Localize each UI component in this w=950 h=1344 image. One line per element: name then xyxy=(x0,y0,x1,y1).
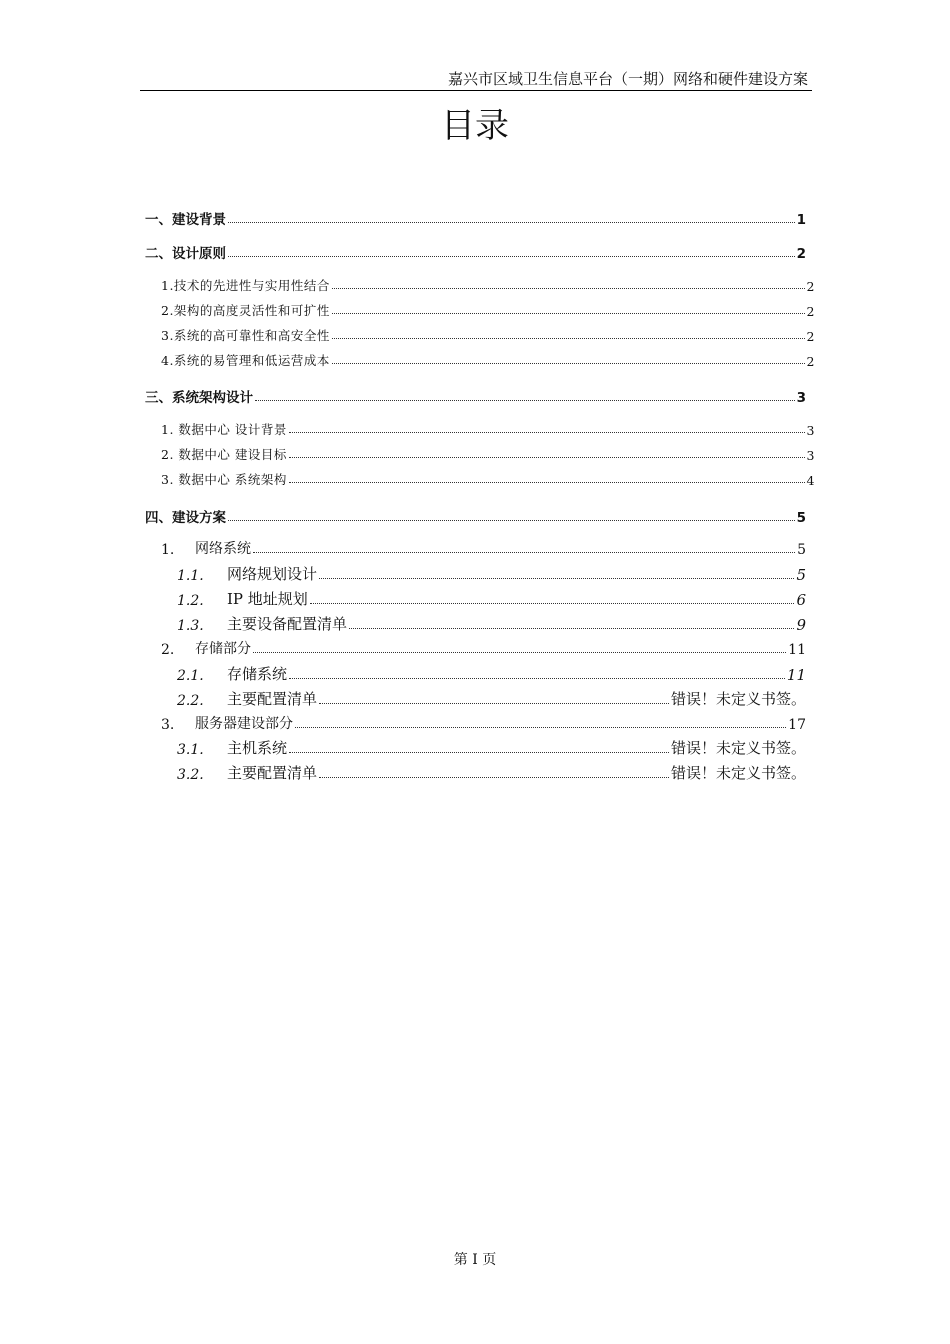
toc-leader-dots xyxy=(253,652,786,653)
toc-entry-page: 5 xyxy=(797,542,806,558)
toc-leader-dots xyxy=(349,628,794,629)
toc-entry-title: 主要设备配置清单 xyxy=(227,615,348,633)
toc-entry[interactable] xyxy=(177,663,806,684)
page-footer: 第 I 页 xyxy=(453,1252,497,1268)
toc-entry-number: 3.2. xyxy=(177,767,204,783)
toc-entry-title: 二、设计原则 xyxy=(145,246,226,262)
toc-entry-title: 四、建设方案 xyxy=(145,510,226,526)
toc-leader-dots xyxy=(289,678,785,679)
toc-entry[interactable] xyxy=(161,445,815,463)
toc-entry-title: 存储部分 xyxy=(195,641,251,657)
toc-leader-dots xyxy=(332,313,805,314)
toc-entry[interactable] xyxy=(161,638,806,658)
toc-entry[interactable] xyxy=(145,506,806,526)
toc-entry-page: 2 xyxy=(806,329,815,344)
page-header xyxy=(140,68,812,91)
toc-entry-page: 5 xyxy=(796,566,806,584)
toc-entry-page: 4 xyxy=(806,473,815,488)
toc-entry-page: 6 xyxy=(796,591,806,609)
toc-entry-page: 2 xyxy=(806,304,815,319)
toc-entry-title: 4.系统的易管理和低运营成本 xyxy=(161,353,330,368)
toc-leader-dots xyxy=(228,256,795,257)
toc-entry[interactable] xyxy=(161,351,815,369)
toc-leader-dots xyxy=(289,457,805,458)
toc-entry-page: 17 xyxy=(788,717,806,733)
toc-entry-number: 2. xyxy=(161,642,175,658)
toc-entry[interactable] xyxy=(161,420,815,438)
toc-entry[interactable] xyxy=(161,326,815,344)
toc-entry-title: 2.架构的高度灵活性和可扩性 xyxy=(161,303,330,318)
toc-entry[interactable] xyxy=(177,762,806,783)
toc-leader-dots xyxy=(289,752,669,753)
toc-entry[interactable] xyxy=(177,613,806,634)
toc-entry-title: 服务器建设部分 xyxy=(195,716,293,732)
toc-title: 目录 xyxy=(441,106,509,146)
toc-entry-page: 11 xyxy=(786,666,806,684)
toc-entry-page: 11 xyxy=(788,642,806,658)
toc-leader-dots xyxy=(228,222,795,223)
toc-entry[interactable] xyxy=(177,688,806,709)
toc-leader-dots xyxy=(319,777,669,778)
toc-leader-dots xyxy=(255,400,795,401)
toc-entry[interactable] xyxy=(161,713,806,733)
toc-leader-dots xyxy=(310,603,795,604)
toc-entry-page: 3 xyxy=(806,448,815,463)
toc-entry-page: 2 xyxy=(806,354,815,369)
toc-entry[interactable] xyxy=(145,386,806,406)
toc-entry-page: 3 xyxy=(796,390,806,406)
toc-entry-title: IP 地址规划 xyxy=(227,590,308,608)
toc-entry-number: 1.1. xyxy=(177,568,204,584)
toc-entry[interactable] xyxy=(161,538,806,558)
toc-leader-dots xyxy=(332,338,805,339)
toc-entry-title: 主要配置清单 xyxy=(227,764,318,782)
toc-entry[interactable] xyxy=(145,242,806,262)
toc-entry-page: 9 xyxy=(796,616,806,634)
toc-entry-page: 2 xyxy=(806,279,815,294)
header-text: 嘉兴市区域卫生信息平台（一期）网络和硬件建设方案 xyxy=(447,70,808,88)
toc-entry-title: 存储系统 xyxy=(227,665,288,683)
toc-entry-title: 主机系统 xyxy=(227,739,288,757)
toc-entry-page: 2 xyxy=(796,246,806,262)
toc-leader-dots xyxy=(295,727,786,728)
toc-leader-dots xyxy=(319,578,794,579)
toc-entry[interactable] xyxy=(161,470,815,488)
toc-entry[interactable] xyxy=(145,208,806,228)
toc-entry-title: 一、建设背景 xyxy=(145,212,226,228)
toc-entry-number: 3.1. xyxy=(177,742,204,758)
toc-entry-title: 网络规划设计 xyxy=(227,565,318,583)
toc-entry[interactable] xyxy=(161,276,815,294)
toc-leader-dots xyxy=(228,520,795,521)
toc-leader-dots xyxy=(332,288,805,289)
toc-entry-title: 2. 数据中心 建设目标 xyxy=(161,447,287,462)
toc-leader-dots xyxy=(332,363,805,364)
toc-entry-title: 1. 数据中心 设计背景 xyxy=(161,422,287,437)
toc-entry[interactable] xyxy=(161,301,815,319)
toc-entry-number: 1.3. xyxy=(177,618,204,634)
toc-entry-title: 3.系统的高可靠性和高安全性 xyxy=(161,328,330,343)
toc-entry-title: 网络系统 xyxy=(195,541,251,557)
toc-entry-number: 3. xyxy=(161,717,175,733)
toc-entry[interactable] xyxy=(177,563,806,584)
toc-entry-number: 1. xyxy=(161,542,175,558)
toc-entry[interactable] xyxy=(177,737,806,758)
toc-leader-dots xyxy=(289,482,805,483)
toc-entry-page: 3 xyxy=(806,423,815,438)
toc-leader-dots xyxy=(319,703,669,704)
toc-entry-title: 1.技术的先进性与实用性结合 xyxy=(161,278,330,293)
toc-entry-number: 1.2. xyxy=(177,593,204,609)
toc-entry-title: 3. 数据中心 系统架构 xyxy=(161,472,287,487)
toc-leader-dots xyxy=(289,432,805,433)
toc-entry-title: 主要配置清单 xyxy=(227,690,318,708)
toc-entry-number: 2.2. xyxy=(177,693,204,709)
toc-entry-page: 错误！未定义书签。 xyxy=(670,764,806,782)
toc-entry-page: 5 xyxy=(796,510,806,526)
toc-leader-dots xyxy=(253,552,795,553)
toc-entry-title: 三、系统架构设计 xyxy=(145,390,253,406)
toc-entry-page: 错误！未定义书签。 xyxy=(670,739,806,757)
toc-entry-number: 2.1. xyxy=(177,668,204,684)
toc-entry[interactable] xyxy=(177,588,806,609)
toc-entry-page: 1 xyxy=(796,212,806,228)
toc-entry-page: 错误！未定义书签。 xyxy=(670,690,806,708)
